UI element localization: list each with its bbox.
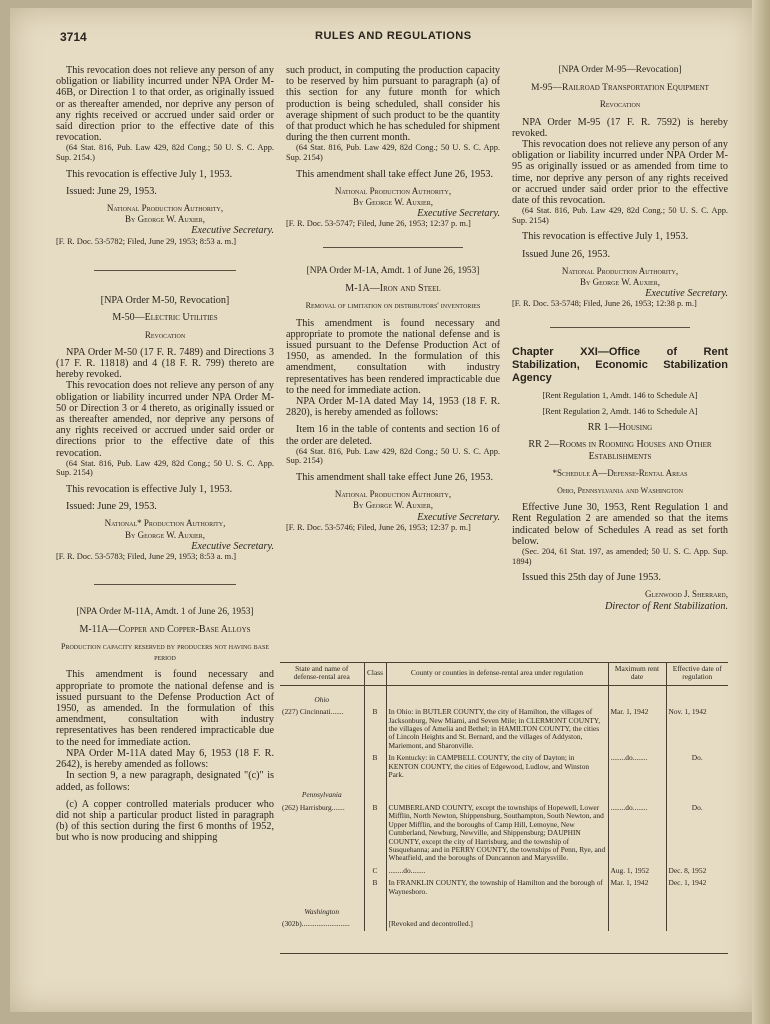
schedule-title: *Schedule A—Defense-Rental Areas [552,467,688,478]
order-subtitle: Production capacity reserved by producers not having base period [61,642,269,663]
county-cell: In FRANKLIN COUNTY, the township of Hamilton and the borough of Waynesboro. [386,877,608,898]
regulation-bracket: [Rent Regulation 1, Amdt. 146 to Schedule A] [542,391,698,401]
effective-date-cell: Nov. 1, 1942 [668,707,707,717]
county-cell: In Ohio: in BUTLER COUNTY, the city of Hamilton, the villages of Jacksonburg, New Miami, and Seven Mile; in CLERMONT COUNTY, the villages of Amelia and Bethel; in HAMILTON COUNTY, the cities of Lincoln Heights and St. Bernard, and the villages of Addyston, Mariemont, and Sharonville. [386,706,608,752]
effective-line: This amendment shall take effect June 26, 1953. [296,168,493,180]
class-cell: C [364,865,386,877]
area-cell: (302b).......................... [280,918,364,930]
class-cell: B [364,752,386,781]
effective-date-cell: Dec. 8, 1952 [668,865,707,875]
column-2 [286,65,500,532]
table-bottom-rule [280,953,728,954]
issued-line: Issued: June 29, 1953. [66,501,157,513]
max-rent-date-cell: Mar. 1, 1942 [608,877,666,898]
section-divider [550,327,690,328]
citation: (64 Stat. 816, Pub. Law 429, 82d Cong.; 50 U. S. C. App. Sup. 2154.) [56,143,274,163]
order-bracket: [NPA Order M-95—Revocation] [558,65,682,75]
effective-line: This revocation is effective July 1, 1953. [522,231,689,243]
order-subtitle: Removal of limitation on distributors' inventories [305,301,481,311]
county-cell: ........do........ [386,865,608,877]
max-rent-date-cell: ........do........ [608,802,666,865]
paragraph: This revocation does not relieve any person of any obligation or liability incurred under NPA Order M-95 as originally issued or as amended from time to time, nor deprive any person of any rights received or accrued under said order prior to the effective date of this revocation. [512,139,728,207]
order-title: M-95—Railroad Transportation Equipment [531,82,709,94]
column-3 [512,65,728,612]
area-cell [280,865,364,877]
county-cell: CUMBERLAND COUNTY, except the townships of Hopewell, Lower Mifflin, North Newton, Shippensburg, Southampton, South Newton, and Upper Mifflin, and the boroughs of Camp Hill, Lemoyne, New Cumberland, Newburg, Newville, and Shippensburg; DAUPHIN COUNTY, except the city of Harrisburg, and the township of Susquehanna; and in PERRY COUNTY, the townships of Penn, Rye, and Wheatfield, and the boroughs of Duncannon and Marysville. [386,802,608,865]
effective-date-cell [666,918,728,930]
order-bracket: [NPA Order M-1A, Amdt. 1 of June 26, 1953] [306,266,480,277]
issued-line: Issued this 25th day of June 1953. [522,572,661,584]
class-cell: B [364,802,386,865]
rental-areas-table [280,662,728,931]
section-divider [94,584,236,585]
area-cell: (227) Cincinnati....... [280,706,364,752]
order-bracket: [NPA Order M-11A, Amdt. 1 of June 26, 1953] [76,606,254,617]
citation: (64 Stat. 816, Pub. Law 429, 82d Cong.; 50 U. S. C. App. Sup. 2154) [512,206,728,225]
signature-name: By George W. Auxier, [125,214,205,225]
state-row [280,781,728,801]
column-header: Class [364,662,386,685]
citation: (64 Stat. 816, Pub. Law 429, 82d Cong.; 50 U. S. C. App. Sup. 2154) [286,446,500,466]
citation: (Sec. 204, 61 Stat. 197, as amended; 50 U. S. C. App. Sup. 1894) [512,547,728,566]
page-edge [752,0,770,1024]
class-cell: B [364,706,386,752]
table-row [280,802,728,865]
signature-title: Executive Secretary. [191,225,274,237]
running-header: RULES AND REGULATIONS [315,30,472,42]
citation: (64 Stat. 816, Pub. Law 429, 82d Cong.; 50 U. S. C. App. Sup. 2154) [56,458,274,478]
effective-line: This revocation is effective July 1, 1953. [66,168,233,180]
paragraph: This amendment is found necessary and appropriate to promote the national defense and is issued pursuant to the Defense Production Act of 1950, as amended. In the formulation of this amendment, consultation with industry representatives has been rendered impracticable due to the need for immediate action. [286,317,500,396]
paragraph: such product, in computing the production capacity to be reserved by him pursuant to paragraph (a) of this section for any future month for which production is being scheduled, shall consider his average shipment of such product to be the quantity of that product which he has scheduled for shipment during the then current month. [286,65,500,144]
filing-note: [F. R. Doc. 53-5783; Filed, June 29, 1953; 8:53 a. m.] [56,552,237,562]
signature-title: Executive Secretary. [645,288,728,300]
state-row [280,898,728,918]
class-cell: B [364,877,386,898]
citation: (64 Stat. 816, Pub. Law 429, 82d Cong.; 50 U. S. C. App. Sup. 2154) [286,143,500,163]
column-header: State and name of defense-rental area [280,662,364,685]
paragraph: NPA Order M-95 (17 F. R. 7592) is hereby revoked. [512,116,728,139]
state-name: Ohio [280,685,364,706]
effective-line: This amendment shall take effect June 26, 1953. [296,472,493,484]
column-header: County or counties in defense-rental area under regulation [386,662,608,685]
table-row [280,752,728,781]
order-title: M-11A—Copper and Copper-Base Alloys [79,623,251,635]
order-subtitle: Revocation [144,329,186,340]
states-heading: Ohio, Pennsylvania and Washington [557,486,683,496]
column-1 [56,65,274,844]
table-row [280,918,728,930]
signature-title: Executive Secretary. [191,540,274,552]
state-name: Pennsylvania [280,781,364,801]
max-rent-date-cell: Aug. 1, 1952 [608,865,666,877]
paragraph: This revocation does not relieve any person of any obligation or liability incurred under NPA Order M-50 or Direction 3 or 4 thereto, as originally issued or as thereafter amended, nor deprive any persons of any rights received or accrued under said order or directions prior to the effective date of this revocation. [56,380,274,459]
signature-agency: National Production Authority, [334,489,452,500]
signature-title: Executive Secretary. [417,208,500,220]
paragraph: NPA Order M-11A dated May 6, 1953 (18 F. R. 2642), is hereby amended as follows: [56,747,274,771]
signature-agency: National Production Authority, [106,203,224,214]
issued-line: Issued June 26, 1953. [522,248,611,260]
signature-agency: National Production Authority, [334,185,452,196]
table-row [280,877,728,898]
area-cell [280,877,364,898]
signature-name: By George W. Auxier, [353,197,433,208]
paragraph: (c) A copper controlled materials producer who did not ship a particular product listed in paragraph (b) of this section during the first 6 months of 1952, but who is now producing and shipping [56,798,274,844]
table-header-row [280,662,728,685]
issued-line: Issued: June 29, 1953. [66,185,157,197]
section-divider [94,270,236,271]
signature-agency: National* Production Authority, [104,518,226,529]
section-divider [323,247,462,248]
paragraph: In section 9, a new paragraph, designated "(c)" is added, as follows: [56,770,274,793]
state-name: Washington [280,898,364,918]
order-subtitle: Revocation [599,99,641,110]
chapter-heading: Chapter XXI—Office of Rent Stabilization, Economic Stabilization Agency [512,346,728,385]
effective-date-cell: Do. [691,753,703,763]
filing-note: [F. R. Doc. 53-5748; Filed, June 26, 1953; 12:38 p. m.] [512,299,697,309]
regulation-title: RR 1—Housing [587,422,653,434]
county-cell: [Revoked and decontrolled.] [386,918,608,930]
signature-title: Executive Secretary. [417,511,500,523]
class-cell [364,918,386,930]
filing-note: [F. R. Doc. 53-5747; Filed, June 26, 1953; 12:37 p. m.] [286,219,471,229]
county-cell: In Kentucky: in CAMPBELL COUNTY, the city of Dayton; in KENTON COUNTY, the cities of Edgewood, Ludlow, and Winston Park. [386,752,608,781]
paragraph: NPA Order M-50 (17 F. R. 7489) and Directions 3 (17 F. R. 11818) and 4 (18 F. R. 799) thereto are hereby revoked. [56,346,274,381]
effective-date-cell: Do. [691,802,703,812]
effective-date-cell: Dec. 1, 1942 [668,878,707,888]
order-title: M-50—Electric Utilities [112,312,218,324]
regulation-title: RR 2—Rooms in Rooming Houses and Other Establishments [528,439,712,462]
signature-name: By George W. Auxier, [580,277,660,288]
effective-line: This revocation is effective July 1, 1953. [66,484,233,496]
order-bracket: [NPA Order M-50, Revocation] [100,295,230,307]
column-header: Maximum rent date [608,662,666,685]
area-cell [280,752,364,781]
max-rent-date-cell: ........do........ [608,752,666,781]
filing-note: [F. R. Doc. 53-5746; Filed, June 26, 1953; 12:37 p. m.] [286,522,471,532]
filing-note: [F. R. Doc. 53-5782; Filed, June 29, 1953; 8:53 a. m.] [56,236,237,246]
column-header: Effective date of regulation [666,662,728,685]
table-row [280,706,728,752]
max-rent-date-cell: Mar. 1, 1942 [608,706,666,752]
paragraph: This revocation does not relieve any person of any obligation or liability incurred under NPA Order M-46B, or Direction 1 to that order, as originally issued or as thereafter amended, nor deprive any person of any rights received or accrued under said order or said direction prior to the effective date of this revocation. [56,65,274,144]
paragraph: NPA Order M-1A dated May 14, 1953 (18 F. R. 2820), is hereby amended as follows: [286,396,500,419]
state-row [280,685,728,706]
paragraph: This amendment is found necessary and appropriate to promote the national defense and is issued pursuant to the Defense Production Act of 1950, as amended. In the formulation of this amendment, consultation with industry representatives has been rendered impracticable due to the need for immediate action. [56,669,274,748]
order-title: M-1A—Iron and Steel [345,283,441,295]
max-rent-date-cell [608,918,666,930]
signature-name: By George W. Auxier, [353,500,433,511]
paragraph: Item 16 in the table of contents and section 16 of the order are deleted. [286,424,500,447]
table-row [280,865,728,877]
area-cell: (262) Harrisburg....... [280,802,364,865]
signature-title: Director of Rent Stabilization. [605,600,728,612]
signature-agency: National Production Authority, [561,265,679,276]
regulation-bracket: [Rent Regulation 2, Amdt. 146 to Schedule A] [542,406,698,416]
signature-name: By George W. Auxier, [125,529,205,540]
paragraph: Effective June 30, 1953, Rent Regulation 1 and Rent Regulation 2 are amended so that the items indicated below of Schedules A read as set forth below. [512,502,728,547]
page-number: 3714 [60,30,87,44]
signature-name: Glenwood J. Sherrard, [644,589,728,600]
